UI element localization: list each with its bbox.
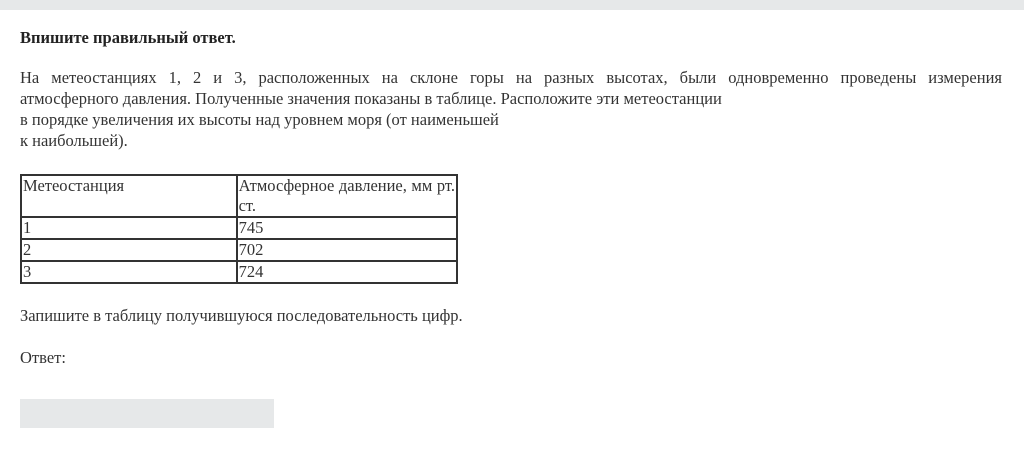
question-line-1: На метеостанциях 1, 2 и 3, расположенных на склоне горы на разных высотах, были одновременно проведены измерения <box>20 68 1002 87</box>
table-cell-pressure: 724 <box>237 261 457 283</box>
table-cell-station: 2 <box>21 239 237 261</box>
sequence-prompt: Запишите в таблицу получившуюся последовательность цифр. <box>20 306 463 325</box>
table-row <box>21 217 457 239</box>
table-cell-station: 1 <box>21 217 237 239</box>
answer-input[interactable] <box>20 399 274 428</box>
question-line-3: в порядке увеличения их высоты над уровнем моря (от наименьшей <box>20 110 499 129</box>
task-instruction: Впишите правильный ответ. <box>20 28 236 47</box>
table-header-pressure: Атмосферное давление, мм рт. ст. <box>238 176 455 215</box>
question-text <box>20 67 1002 151</box>
answer-label: Ответ: <box>20 348 66 367</box>
table-row <box>21 239 457 261</box>
table-header-station: Метеостанция <box>21 175 237 217</box>
task-content <box>20 27 1002 428</box>
top-bar <box>0 0 1024 10</box>
table-header-row <box>21 175 457 217</box>
question-line-2: атмосферного давления. Полученные значения показаны в таблице. Расположите эти метеостанции <box>20 89 722 108</box>
table-row <box>21 261 457 283</box>
table-cell-station: 3 <box>21 261 237 283</box>
pressure-table <box>20 174 458 284</box>
table-cell-pressure: 745 <box>237 217 457 239</box>
table-cell-pressure: 702 <box>237 239 457 261</box>
question-line-4: к наибольшей). <box>20 131 128 150</box>
